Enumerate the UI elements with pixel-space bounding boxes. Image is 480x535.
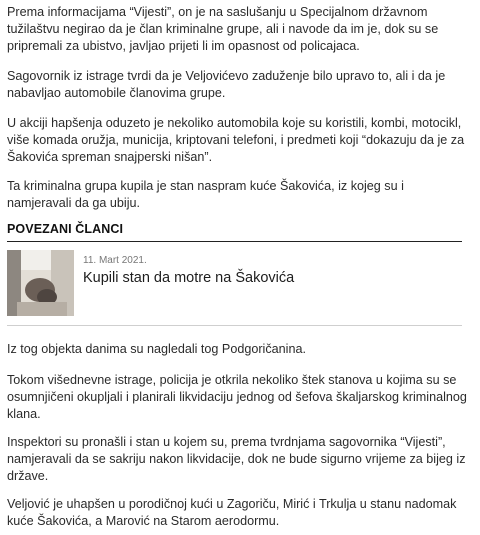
paragraph: Inspektori su pronašli i stan u kojem su, prema tvrdnjama sagovornika “Vijesti”, namjeravali da se sakriju nakon likvidacije, dok ne bude sigurno vrijeme za bijeg iz države. (7, 435, 466, 483)
related-article-card[interactable] (7, 250, 462, 324)
related-article-thumbnail[interactable] (7, 250, 74, 316)
paragraph: Prema informacijama “Vijesti”, on je na saslušanju u Specijalnom državnom tužilaštvu negirao da je član kriminalne grupe, ali i navode da im je, dok su se pripremali za ubistvo, javljao prijeti li im opasnost od policajaca. (7, 5, 439, 53)
related-article-date: 11. Mart 2021. (83, 255, 147, 266)
related-articles-heading: POVEZANI ČLANCI (7, 222, 462, 242)
paragraph: Iz tog objekta danima su nagledali tog Podgoričanina. (7, 342, 306, 356)
paragraph: Sagovornik iz istrage tvrdi da je Veljovićevo zaduženje bilo upravo to, ali i da je nabavljao automobile članovima grupe. (7, 69, 446, 100)
paragraph: U akciji hapšenja oduzeto je nekoliko automobila koje su koristili, kombi, motocikl, više komada oružja, municija, kriptovani telefoni, i predmeti koji “dokazuju da je za Šakovića spreman snajperski nišan”. (7, 116, 465, 164)
divider (7, 325, 462, 326)
related-article-title-link[interactable]: Kupili stan da motre na Šakovića (83, 270, 295, 286)
paragraph: Tokom višednevne istrage, policija je otkrila nekoliko štek stanova u kojima su se osumnjičeni okupljali i planirali likvidaciju jednog od šefova škaljarskog kriminalnog klana. (7, 373, 467, 421)
paragraph: Veljović je uhapšen u porodičnoj kući u Zagoriču, Mirić i Trkulja u stanu nadomak kuće Šakovića, a Marović na Starom aerodormu. (7, 497, 457, 528)
paragraph: Ta kriminalna grupa kupila je stan naspram kuće Šakovića, iz kojeg su i namjeravali da ga ubiju. (7, 179, 404, 210)
